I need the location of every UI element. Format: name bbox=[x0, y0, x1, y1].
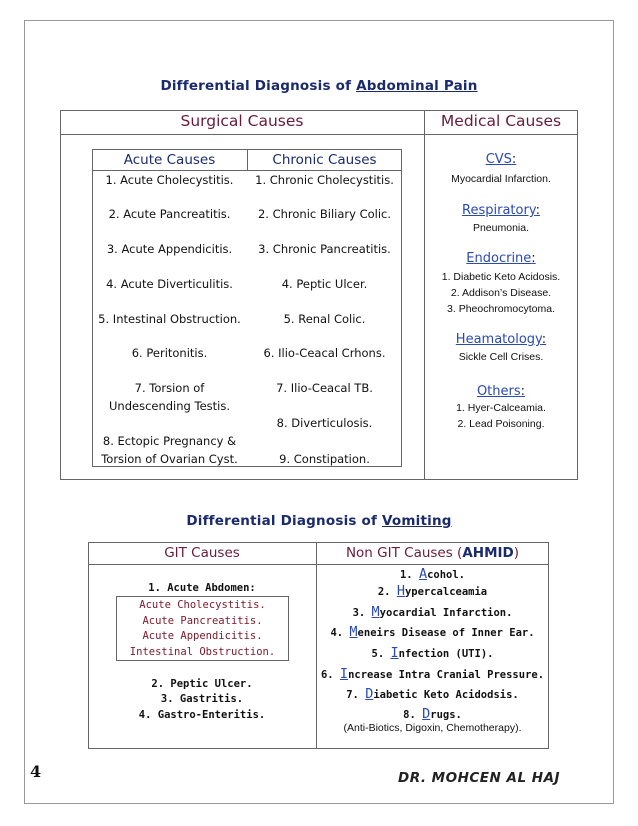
non-git-item-number: 2. bbox=[377, 586, 397, 598]
non-git-header-acronym: AHMID bbox=[462, 545, 514, 561]
vomiting-title-underlined: Vomiting bbox=[381, 513, 452, 529]
heamatology-heading: Heamatology: bbox=[455, 332, 547, 347]
non-git-item bbox=[316, 604, 549, 621]
abdominal-title-prefix: Differential Diagnosis of bbox=[160, 78, 357, 94]
author-signature: DR. MOHCEN AL HAJ bbox=[398, 770, 561, 786]
abdominal-title-underlined: Abdominal Pain bbox=[356, 78, 478, 94]
acute-item: 8. Ectopic Pregnancy & bbox=[102, 434, 237, 448]
non-git-item-number: 1. bbox=[399, 569, 419, 581]
non-git-item bbox=[316, 666, 549, 683]
acute-item: 2. Acute Pancreatitis. bbox=[108, 207, 231, 221]
page-number: 4 bbox=[30, 762, 42, 781]
non-git-item bbox=[316, 686, 549, 703]
cvs-item: Myocardial Infarction. bbox=[451, 173, 551, 185]
endocrine-item: 1. Diabetic Keto Acidosis. bbox=[441, 271, 561, 283]
acute-causes-header: Acute Causes bbox=[123, 152, 216, 168]
vomiting-title-prefix: Differential Diagnosis of bbox=[186, 513, 382, 529]
non-git-header-suffix: ) bbox=[513, 545, 520, 561]
chronic-item: 3. Chronic Pancreatitis. bbox=[258, 242, 391, 256]
non-git-item-letter: M bbox=[349, 624, 358, 640]
chronic-item: 4. Peptic Ulcer. bbox=[281, 277, 368, 291]
non-git-item-letter: M bbox=[371, 604, 380, 620]
non-git-causes-header bbox=[316, 545, 549, 561]
git-causes-header: GIT Causes bbox=[164, 545, 240, 561]
chronic-item: 6. Ilio-Ceacal Crhons. bbox=[263, 346, 386, 360]
acute-item: Undescending Testis. bbox=[109, 399, 230, 413]
non-git-item-number: 6. bbox=[320, 669, 340, 681]
acute-item: 6. Peritonitis. bbox=[131, 346, 208, 360]
chronic-item: 7. Ilio-Ceacal TB. bbox=[276, 381, 373, 395]
endocrine-item: 3. Pheochromocytoma. bbox=[447, 303, 555, 315]
non-git-header-prefix: Non GIT Causes ( bbox=[345, 545, 463, 561]
acute-item: Torsion of Ovarian Cyst. bbox=[101, 452, 238, 466]
non-git-item-text: eneirs Disease of Inner Ear. bbox=[357, 627, 535, 639]
non-git-item-text: ypercalceamia bbox=[404, 586, 488, 598]
non-git-item-letter: I bbox=[390, 645, 399, 661]
chronic-item: 8. Diverticulosis. bbox=[276, 416, 373, 430]
vomiting-header-line bbox=[88, 564, 549, 565]
others-heading: Others: bbox=[476, 384, 526, 399]
cvs-heading: CVS: bbox=[485, 152, 517, 167]
non-git-item-text: rugs. bbox=[430, 709, 462, 721]
non-git-item-text: yocardial Infarction. bbox=[379, 607, 513, 619]
non-git-item-text: iabetic Keto Acidodsis. bbox=[373, 689, 519, 701]
non-git-item bbox=[316, 706, 549, 723]
chronic-item: 2. Chronic Biliary Colic. bbox=[257, 207, 392, 221]
drugs-examples-note: (Anti-Biotics, Digoxin, Chemotherapy). bbox=[343, 722, 522, 734]
others-heading-text: Others bbox=[476, 384, 521, 399]
acute-item: 5. Intestinal Obstruction. bbox=[98, 312, 241, 326]
medical-causes-header: Medical Causes bbox=[440, 112, 562, 130]
chronic-item: 1. Chronic Cholecystitis. bbox=[255, 173, 394, 187]
non-git-item bbox=[316, 624, 549, 641]
non-git-item bbox=[316, 645, 549, 662]
non-git-item-text: ncrease Intra Cranial Pressure. bbox=[348, 669, 545, 681]
acute-item: 3. Acute Appendicitis. bbox=[106, 242, 233, 256]
non-git-item-letter: I bbox=[339, 666, 349, 682]
git-other-item: 3. Gastritis. bbox=[160, 693, 244, 705]
endocrine-heading: Endocrine: bbox=[466, 251, 536, 266]
git-acute-item: Acute Appendicitis. bbox=[142, 630, 263, 642]
endocrine-heading-text: Endocrine bbox=[466, 251, 532, 266]
chronic-item: 5. Renal Colic. bbox=[283, 312, 366, 326]
acute-item: 4. Acute Diverticulitis. bbox=[106, 277, 233, 291]
vomiting-title bbox=[0, 513, 638, 529]
git-acute-abdomen-title: 1. Acute Abdomen: bbox=[148, 582, 256, 594]
others-item: 1. Hyer-Calceamia. bbox=[456, 402, 546, 414]
abdominal-title bbox=[0, 78, 638, 94]
endocrine-item: 2. Addison’s Disease. bbox=[450, 287, 552, 299]
non-git-item bbox=[316, 566, 549, 583]
git-other-item: 4. Gastro-Enteritis. bbox=[138, 709, 266, 721]
respiratory-heading: Respiratory: bbox=[462, 203, 540, 218]
heamatology-heading-text: Heamatology bbox=[455, 332, 542, 347]
non-git-item-number: 3. bbox=[352, 607, 372, 619]
non-git-item-number: 7. bbox=[346, 689, 366, 701]
non-git-item-letter: D bbox=[422, 706, 431, 722]
non-git-item-letter: H bbox=[396, 583, 405, 599]
non-git-item-text: cohol. bbox=[427, 569, 466, 581]
non-git-item-number: 5. bbox=[371, 648, 391, 660]
heamatology-item: Sickle Cell Crises. bbox=[458, 351, 544, 363]
abdominal-header-line bbox=[60, 134, 578, 135]
others-item: 2. Lead Poisoning. bbox=[457, 418, 545, 430]
acute-item: 7. Torsion of bbox=[134, 381, 205, 395]
non-git-item-text: nfection (UTI). bbox=[398, 648, 494, 660]
non-git-item-letter: A bbox=[418, 566, 428, 582]
non-git-item bbox=[316, 583, 549, 600]
non-git-item-letter: D bbox=[365, 686, 374, 702]
git-acute-item: Acute Cholecystitis. bbox=[139, 599, 266, 611]
non-git-item-number: 8. bbox=[403, 709, 423, 721]
acute-item: 1. Acute Cholecystitis. bbox=[105, 173, 234, 187]
respiratory-heading-text: Respiratory bbox=[462, 203, 536, 218]
chronic-causes-header: Chronic Causes bbox=[272, 152, 377, 168]
surgical-causes-header: Surgical Causes bbox=[180, 112, 304, 130]
git-other-item: 2. Peptic Ulcer. bbox=[151, 678, 253, 690]
cvs-heading-text: CVS bbox=[485, 152, 512, 167]
non-git-item-number: 4. bbox=[330, 627, 350, 639]
respiratory-item: Pneumonia. bbox=[472, 222, 530, 234]
chronic-item: 9. Constipation. bbox=[279, 452, 370, 466]
git-acute-item: Acute Pancreatitis. bbox=[142, 615, 263, 627]
git-acute-item: Intestinal Obstruction. bbox=[129, 646, 276, 658]
